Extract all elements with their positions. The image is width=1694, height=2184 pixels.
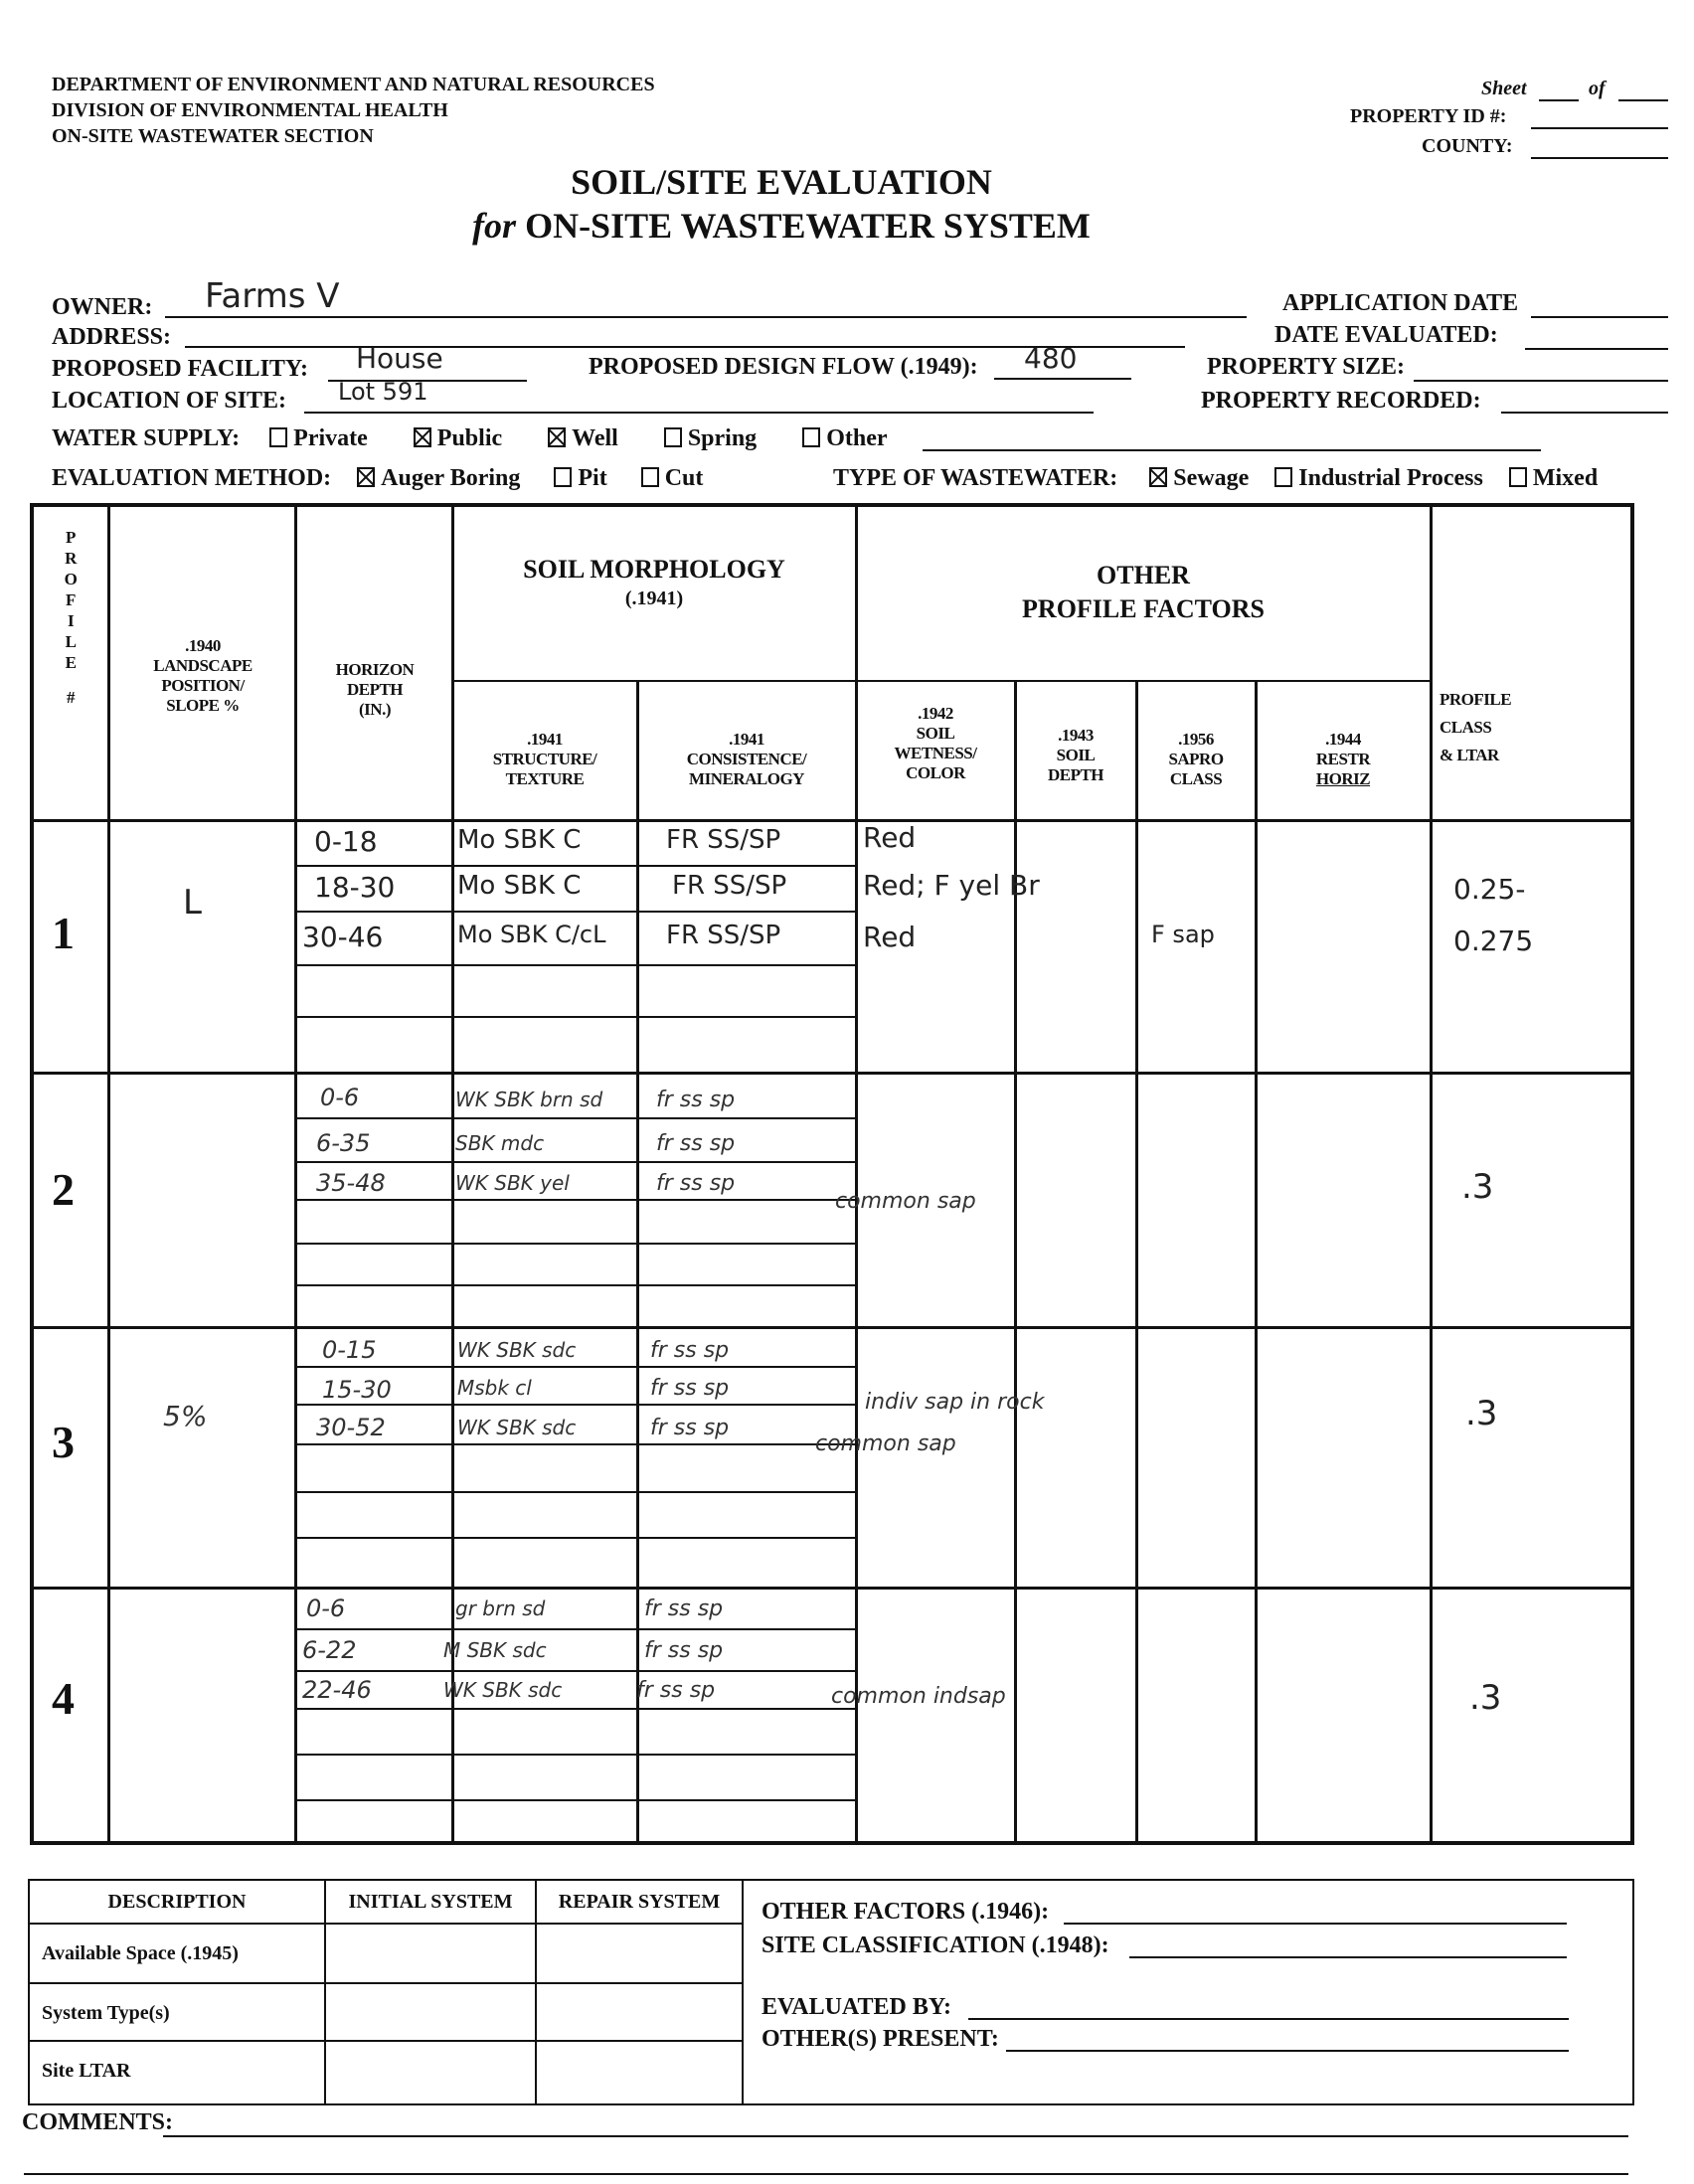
system-type-repair-cell[interactable] [539,1986,740,2038]
consistence-value[interactable]: fr ss sp [644,1638,724,1663]
profile-note[interactable]: common sap [835,1189,976,1214]
profile-number: 1 [52,908,75,958]
owner-value: Farms V [205,276,340,316]
ltar-value[interactable]: .3 [1465,1394,1498,1433]
depth-value[interactable]: 0-6 [320,1084,360,1111]
water-spring-option[interactable]: Spring [664,425,757,451]
date-evaluated-label: DATE EVALUATED: [1274,322,1498,348]
eval-cut-option[interactable]: Cut [641,465,704,491]
water-private-option[interactable]: Private [269,425,368,451]
restrictive-horizon-header: .1944 RESTR HORIZ [1315,730,1371,788]
subtitle-text: ON-SITE WASTEWATER SYSTEM [525,206,1091,246]
col-divider [1255,682,1258,1843]
profile-note[interactable]: common sap [815,1431,956,1456]
depth-value[interactable]: 6-35 [316,1129,371,1157]
application-date-label: APPLICATION DATE [1282,290,1519,316]
system-type-initial-cell[interactable] [328,1986,533,2038]
site-ltar-initial-cell[interactable] [328,2044,533,2101]
site-classification-line[interactable] [1129,1956,1567,1958]
property-size-label: PROPERTY SIZE: [1207,354,1405,380]
water-other-option[interactable]: Other [802,425,887,451]
depth-value[interactable]: 0-18 [314,825,378,858]
proposed-facility-label: PROPOSED FACILITY: [52,356,309,382]
address-label: ADDRESS: [52,324,172,350]
col-divider [107,505,110,1843]
structure-value[interactable]: Mo SBK C [457,825,582,855]
consistence-value[interactable]: fr ss sp [650,1376,730,1401]
profile-number: 2 [52,1164,75,1215]
wetness-value[interactable]: Red; F yel Br [863,869,1040,902]
owner-label: OWNER: [52,294,153,320]
others-present-label: OTHER(S) PRESENT: [762,2026,999,2052]
other-profile-factors-header: OTHER PROFILE FACTORS [1022,561,1265,623]
consistence-value[interactable]: fr ss sp [656,1171,736,1196]
depth-value[interactable]: 6-22 [302,1636,357,1664]
others-present-line[interactable] [1006,2050,1569,2052]
wetness-header: .1942 SOIL WETNESS/ COLOR [894,704,977,782]
eval-pit-option[interactable]: Pit [554,465,606,491]
profile-divider [32,1587,1630,1590]
sapro-value[interactable]: F sap [1151,921,1215,948]
depth-value[interactable]: 0-6 [306,1595,346,1622]
depth-value[interactable]: 22-46 [302,1676,372,1704]
eval-auger-option[interactable]: Auger Boring [357,465,520,491]
profile-number-header: P R O F I L E # [64,528,78,707]
consistence-value[interactable]: fr ss sp [636,1678,716,1703]
structure-value[interactable]: gr brn sd [455,1596,546,1620]
structure-value[interactable]: WK SBK sdc [457,1338,577,1362]
landscape-header: .1940 LANDSCAPE POSITION/ SLOPE % [153,636,253,715]
site-ltar-repair-cell[interactable] [539,2044,740,2101]
structure-value[interactable]: SBK mdc [455,1131,545,1155]
water-public-option[interactable]: Public [414,425,502,451]
structure-header: .1941 STRUCTURE/ TEXTURE [492,730,597,788]
other-factors-label: OTHER FACTORS (.1946): [762,1899,1050,1925]
subtitle-for: for [472,206,517,246]
structure-value[interactable]: Mo SBK C/cL [457,921,606,948]
ltar-value[interactable]: 0.25- [1453,873,1526,906]
wastewater-mixed-option[interactable]: Mixed [1509,465,1598,491]
eval-method-label: EVALUATION METHOD: [52,465,332,491]
location-label: LOCATION OF SITE: [52,388,287,414]
wastewater-industrial-option[interactable]: Industrial Process [1274,465,1483,491]
consistence-value[interactable]: fr ss sp [650,1416,730,1440]
proposed-facility-value: House [356,342,443,375]
profile-number: 3 [52,1417,75,1467]
depth-value[interactable]: 30-46 [302,921,384,953]
structure-value[interactable]: WK SBK brn sd [455,1088,603,1111]
county-label: COUNTY: [1422,135,1513,157]
consistence-value[interactable]: FR SS/SP [666,921,781,950]
available-space-row-label: Available Space (.1945) [42,1942,239,1964]
description-column-header: DESCRIPTION [107,1891,247,1913]
structure-value[interactable]: Msbk cl [457,1376,532,1400]
section-name: ON-SITE WASTEWATER SECTION [52,125,374,147]
horizon-header: HORIZON DEPTH (IN.) [335,660,415,719]
depth-value[interactable]: 0-15 [322,1336,377,1364]
header-divider [453,680,1432,682]
col-divider [294,505,297,1843]
soil-morphology-header: SOIL MORPHOLOGY (.1941) [523,555,785,609]
depth-value[interactable]: 35-48 [316,1169,386,1197]
location-value: Lot 591 [338,378,428,406]
available-space-repair-cell[interactable] [539,1927,740,1980]
consistence-value[interactable]: fr ss sp [656,1088,736,1112]
profile-note[interactable]: indiv sap in rock [865,1390,1045,1415]
sheet-label: Sheet [1481,78,1527,99]
wastewater-sewage-option[interactable]: Sewage [1149,465,1249,491]
site-classification-label: SITE CLASSIFICATION (.1948): [762,1932,1109,1958]
repair-system-column-header: REPAIR SYSTEM [558,1891,721,1913]
sapro-class-header: .1956 SAPRO CLASS [1168,730,1224,788]
profile-note[interactable]: common indsap [831,1684,1006,1709]
consistence-header: .1941 CONSISTENCE/ MINERALOGY [686,730,807,788]
division-name: DIVISION OF ENVIRONMENTAL HEALTH [52,99,448,121]
other-factors-line[interactable] [1064,1923,1567,1925]
depth-value[interactable]: 15-30 [322,1376,392,1404]
property-recorded-label: PROPERTY RECORDED: [1201,388,1481,414]
system-type-row-label: System Type(s) [42,2002,170,2024]
structure-value[interactable]: M SBK sdc [443,1638,547,1662]
profile-class-header: PROFILE CLASS & LTAR [1440,690,1512,764]
ltar-value[interactable]: .3 [1469,1678,1502,1718]
property-id-label: PROPERTY ID #: [1350,105,1507,127]
comments-line-1[interactable] [163,2135,1628,2137]
structure-value[interactable]: WK SBK yel [455,1171,570,1195]
col-divider [1430,505,1433,1843]
design-flow-label: PROPOSED DESIGN FLOW (.1949): [589,354,978,380]
col-divider [1135,682,1138,1843]
wetness-value[interactable]: Red [863,821,917,854]
landscape-value[interactable]: 5% [163,1400,208,1432]
consistence-value[interactable]: FR SS/SP [672,871,787,901]
depth-value[interactable]: 18-30 [314,871,396,904]
col-divider [636,682,639,1843]
evaluated-by-label: EVALUATED BY: [762,1994,951,2020]
department-name: DEPARTMENT OF ENVIRONMENT AND NATURAL RESOURCES [52,74,655,95]
landscape-value[interactable]: L [183,883,202,923]
site-ltar-row-label: Site LTAR [42,2060,131,2082]
header-bottom [32,819,1630,822]
wastewater-label: TYPE OF WASTEWATER: [833,465,1118,491]
wetness-value[interactable]: Red [863,921,917,953]
comments-label: COMMENTS: [22,2109,173,2135]
profile-divider [32,1326,1630,1329]
design-flow-value: 480 [1024,342,1078,375]
col-divider [1014,682,1017,1843]
structure-value[interactable]: WK SBK sdc [457,1416,577,1439]
of-label: of [1589,78,1606,99]
consistence-value[interactable]: FR SS/SP [666,825,781,855]
comments-line-2[interactable] [24,2173,1628,2175]
structure-value[interactable]: WK SBK sdc [443,1678,563,1702]
ltar-value[interactable]: 0.275 [1453,924,1534,957]
profile-divider [32,1072,1630,1075]
profile-number: 4 [52,1673,75,1724]
initial-system-column-header: INITIAL SYSTEM [348,1891,513,1913]
depth-value[interactable]: 30-52 [316,1414,386,1441]
consistence-value[interactable]: fr ss sp [650,1338,730,1363]
structure-value[interactable]: Mo SBK C [457,871,582,901]
evaluated-by-line[interactable] [968,2018,1569,2020]
consistence-value[interactable]: fr ss sp [644,1596,724,1621]
water-supply-label: WATER SUPPLY: [52,425,241,451]
ltar-value[interactable]: .3 [1461,1167,1494,1207]
form-title: SOIL/SITE EVALUATION [571,162,992,202]
available-space-initial-cell[interactable] [328,1927,533,1980]
water-well-option[interactable]: Well [548,425,618,451]
consistence-value[interactable]: fr ss sp [656,1131,736,1156]
soil-depth-header: .1943 SOIL DEPTH [1047,726,1104,784]
